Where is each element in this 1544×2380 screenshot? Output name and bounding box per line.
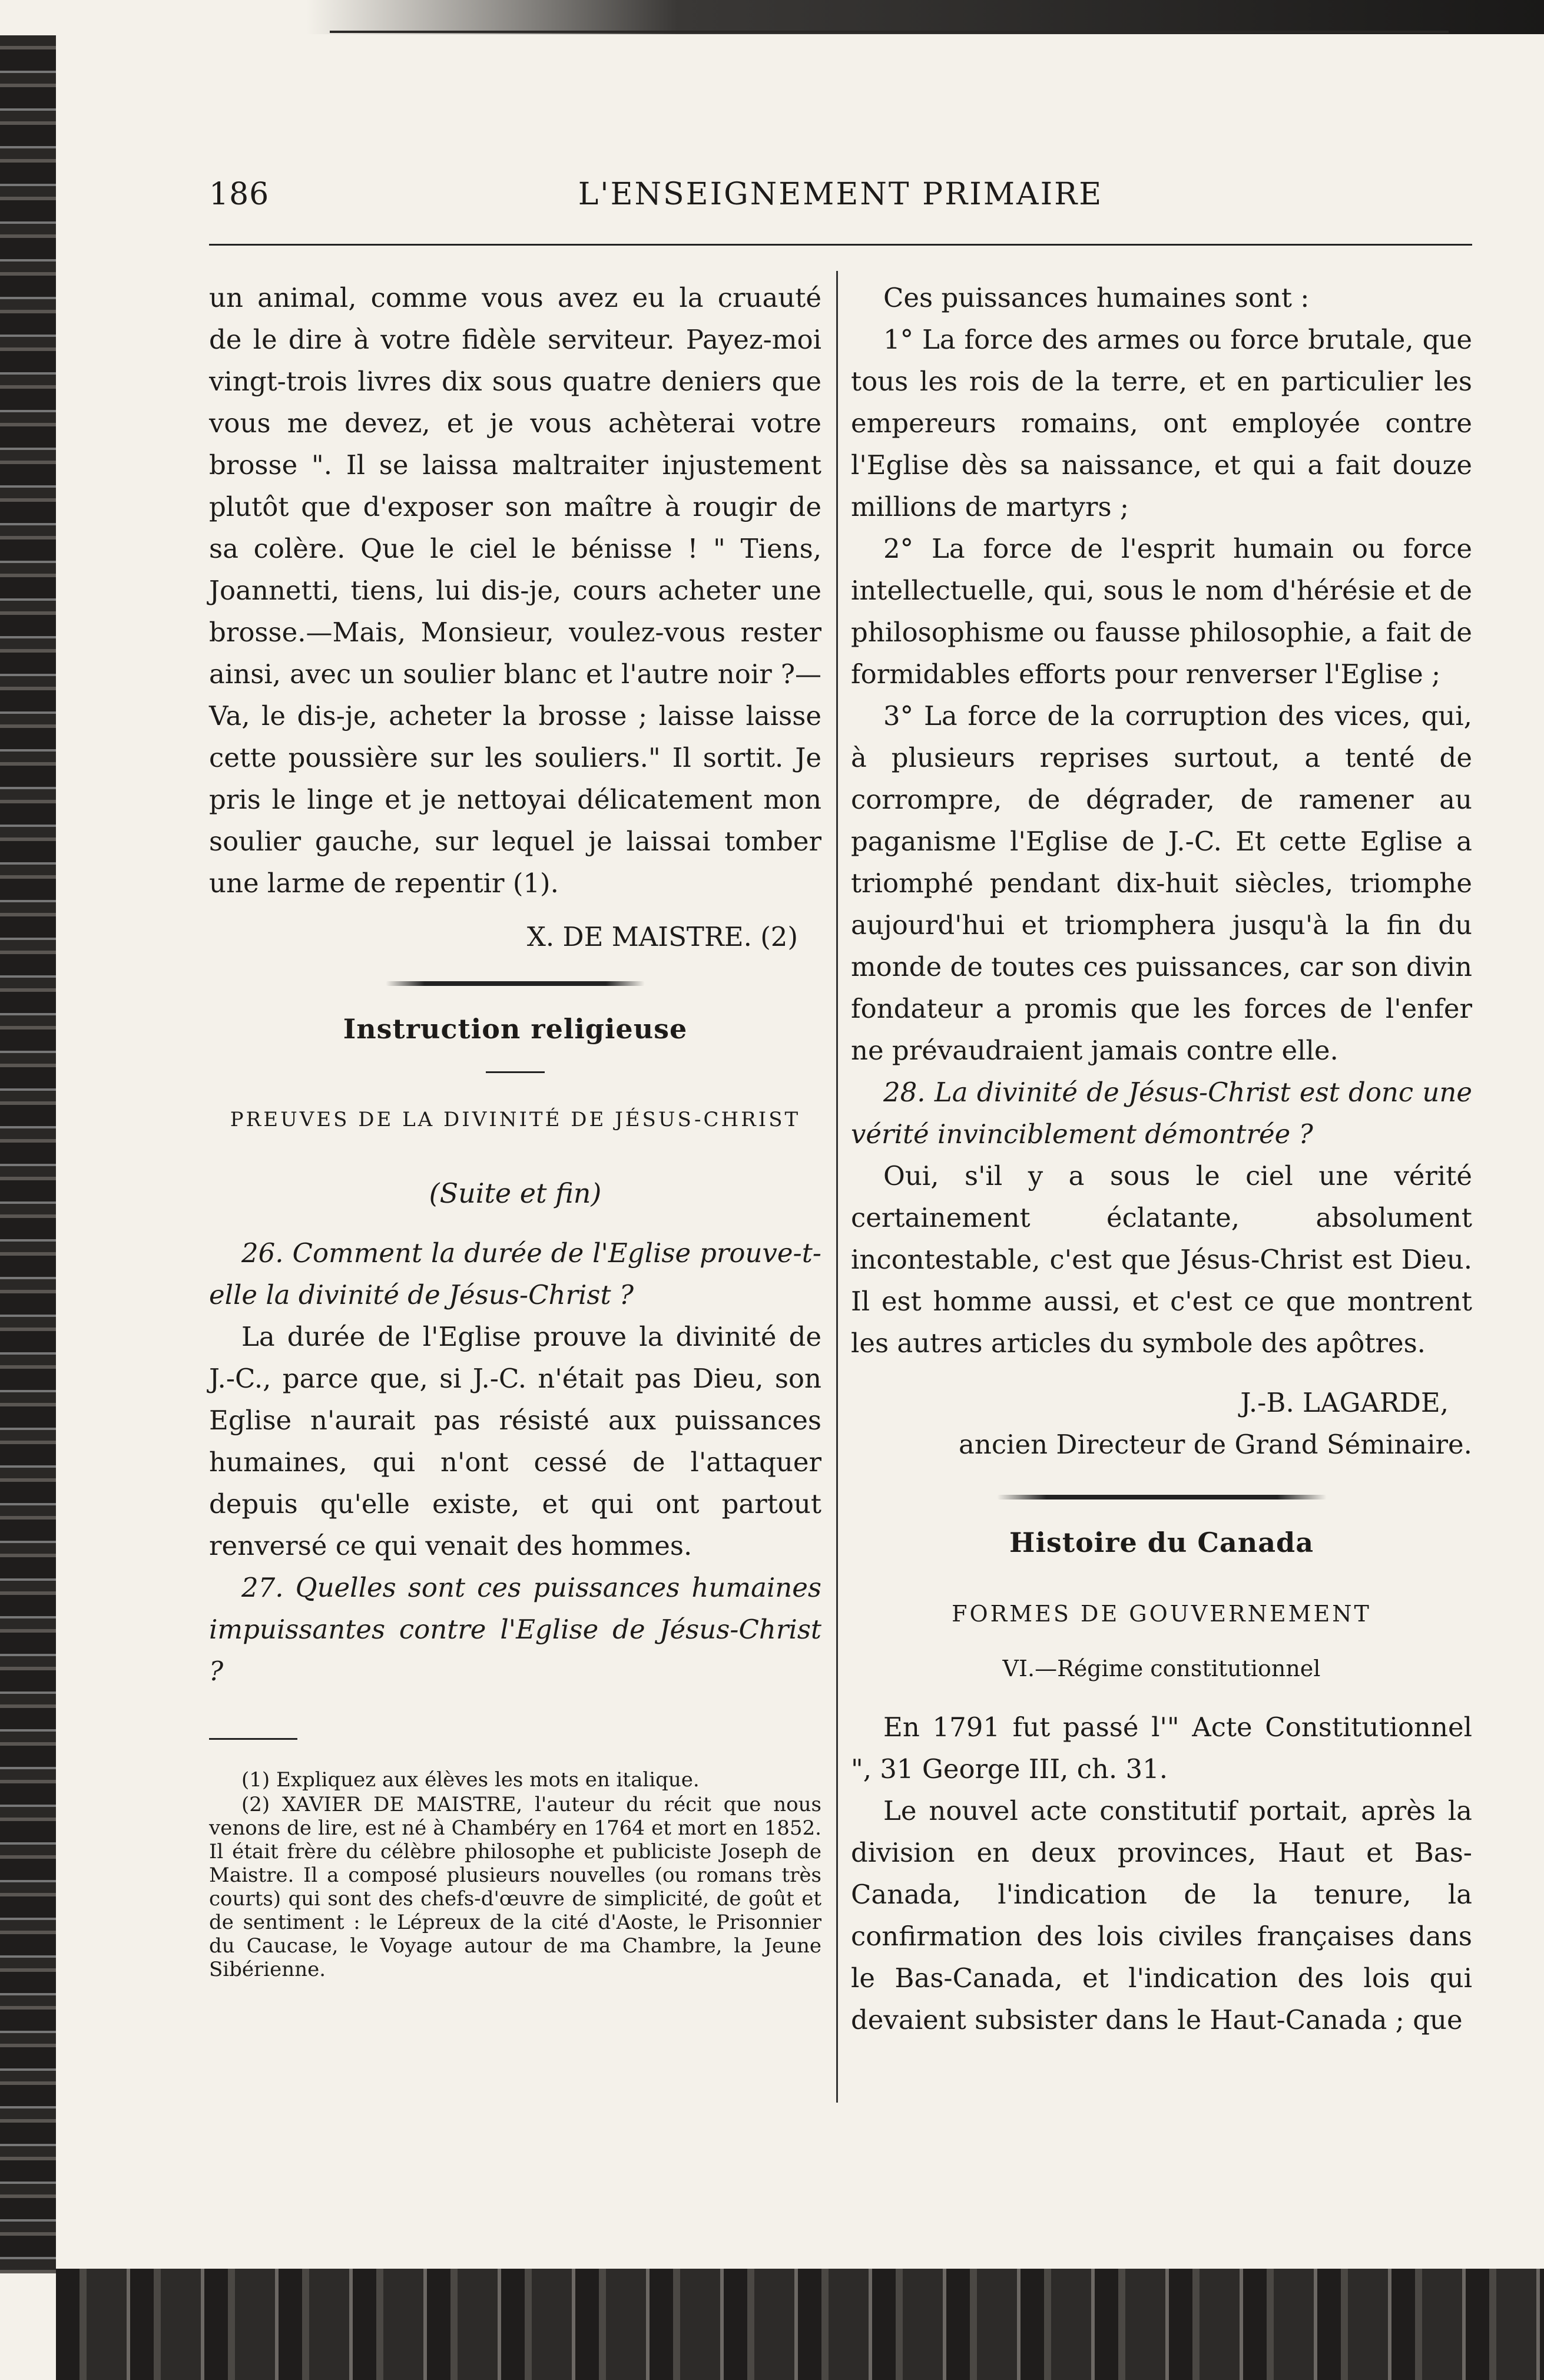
short-rule — [486, 1071, 545, 1073]
running-title: L'ENSEIGNEMENT PRIMAIRE — [578, 177, 1104, 212]
right-column — [851, 277, 1472, 2041]
page-number: 186 — [209, 177, 270, 212]
answer-28: Oui, s'il y a sous le ciel une vérité certainement éclatante, absolument incontestable, c'est que Jésus-Christ est Dieu. Il est homme aussi, et c'est ce que montrent les autres articles du symbole des apôtres. — [851, 1160, 1472, 1359]
scan-border-left — [0, 35, 56, 2273]
subsection-subtitle: (Suite et fin) — [429, 1177, 602, 1209]
power-item-3: 3° La force de la corruption des vices, qui, à plusieurs reprises surtout, a tenté de corrompre, de dégrader, de ramener au paganisme l'Eglise de J.-C. Et cette Eglise a triomphé pendant dix-huit siècles, triomphe aujourd'hui et triomphera jusqu'à la fin du monde de toutes ces puissances, car son divin fondateur a promis que les forces de l'enfer ne prévaudraient jamais contre elle. — [851, 700, 1472, 1066]
footnotes — [209, 1768, 821, 1981]
canada-paragraph-1: En 1791 fut passé l'" Acte Constitutionnel ", 31 George III, ch. 31. — [851, 1712, 1472, 1785]
subsection-title-preuves: PREUVES DE LA DIVINITÉ DE JÉSUS-CHRIST — [230, 1108, 801, 1131]
powers-intro: Ces puissances humaines sont : — [883, 282, 1310, 313]
question-27: 27. Quelles sont ces puissances humaines impuissantes contre l'Eglise de Jésus-Christ ? — [209, 1572, 821, 1687]
regime-heading: VI.—Régime constitutionnel — [1002, 1656, 1321, 1681]
section-title-instruction: Instruction religieuse — [343, 1013, 688, 1045]
answer-26: La durée de l'Eglise prouve la divinité de J.-C., parce que, si J.-C. n'était pas Dieu, son Eglise n'aurait pas résisté aux puissances humaines, qui n'ont cessé de l'attaquer depuis qu'elle existe, et qui ont partout renversé ce qui venait des hommes. — [209, 1321, 821, 1561]
left-column — [209, 277, 821, 1982]
ornamental-rule — [997, 1495, 1327, 1500]
footnote-2: (2) XAVIER DE MAISTRE, l'auteur du récit que nous venons de lire, est né à Chambéry en 1764 et mort en 1852. Il était frère du célèbre philosophe et publiciste Joseph de Maistre. Il a composé plusieurs nouvelles (ou romans très courts) qui sont des chefs-d'œuvre de simplicité, de goût et de sentiment : le Lépreux de la cité d'Aoste, le Prisonnier du Caucase, le Voyage autour de ma Chambre, la Jeune Sibérienne. — [209, 1793, 821, 1981]
header-rule — [209, 244, 1472, 246]
canada-paragraph-2: Le nouvel acte constitutif portait, après la division en deux provinces, Haut et Bas-Canada, l'indication de la tenure, la confirmation des lois civiles françaises dans le Bas-Canada, et l'indication des lois qui devaient subsister dans le Haut-Canada ; que — [851, 1795, 1472, 2035]
story-paragraph: un animal, comme vous avez eu la cruauté de le dire à votre fidèle serviteur. Payez-moi vingt-trois livres dix sous quatre deniers que vous me devez, et je vous achèterai votre brosse ". Il se laissa maltraiter injustement plutôt que d'exposer son maître à rougir de sa colère. Que le ciel le bénisse ! " Tiens, Joannetti, tiens, lui dis-je, cours acheter une brosse.—Mais, Monsieur, voulez-vous rester ainsi, avec un soulier blanc et l'autre noir ?—Va, le dis-je, acheter la brosse ; laisse laisse cette poussière sur les souliers." Il sortit. Je pris le linge et je nettoyai délicatement mon soulier gauche, sur lequel je laissai tomber une larme de repentir (1). — [209, 282, 821, 899]
subsection-title-formes: FORMES DE GOUVERNEMENT — [952, 1601, 1371, 1627]
scan-border-top — [306, 0, 1544, 34]
power-item-2: 2° La force de l'esprit humain ou force intellectuelle, qui, sous le nom d'hérésie et de philosophisme ou fausse philosophie, a fait de formidables efforts pour renverser l'Eglise ; — [851, 533, 1472, 690]
power-item-1: 1° La force des armes ou force brutale, que tous les rois de la terre, et en particulier les empereurs romains, ont employée contre l'Eglise dès sa naissance, et qui a fait douze millions de martyrs ; — [851, 324, 1472, 522]
page-header — [209, 177, 1472, 230]
scan-edge-line — [330, 31, 1449, 33]
question-26: 26. Comment la durée de l'Eglise prouve-t-elle la divinité de Jésus-Christ ? — [209, 1237, 821, 1310]
question-28: 28. La divinité de Jésus-Christ est donc une vérité invinciblement démontrée ? — [851, 1077, 1472, 1150]
story-signature: X. DE MAISTRE. (2) — [526, 921, 798, 952]
scan-border-bottom — [56, 2269, 1544, 2380]
signature-name: J.-B. LAGARDE, — [1240, 1387, 1449, 1418]
signature-block — [851, 1382, 1472, 1465]
ornamental-rule — [386, 981, 645, 986]
footnote-1: (1) Expliquez aux élèves les mots en italique. — [241, 1768, 700, 1792]
footnote-rule — [209, 1738, 297, 1740]
column-divider — [836, 271, 838, 2103]
signature-title: ancien Directeur de Grand Séminaire. — [959, 1429, 1472, 1460]
section-title-histoire: Histoire du Canada — [1009, 1527, 1314, 1558]
